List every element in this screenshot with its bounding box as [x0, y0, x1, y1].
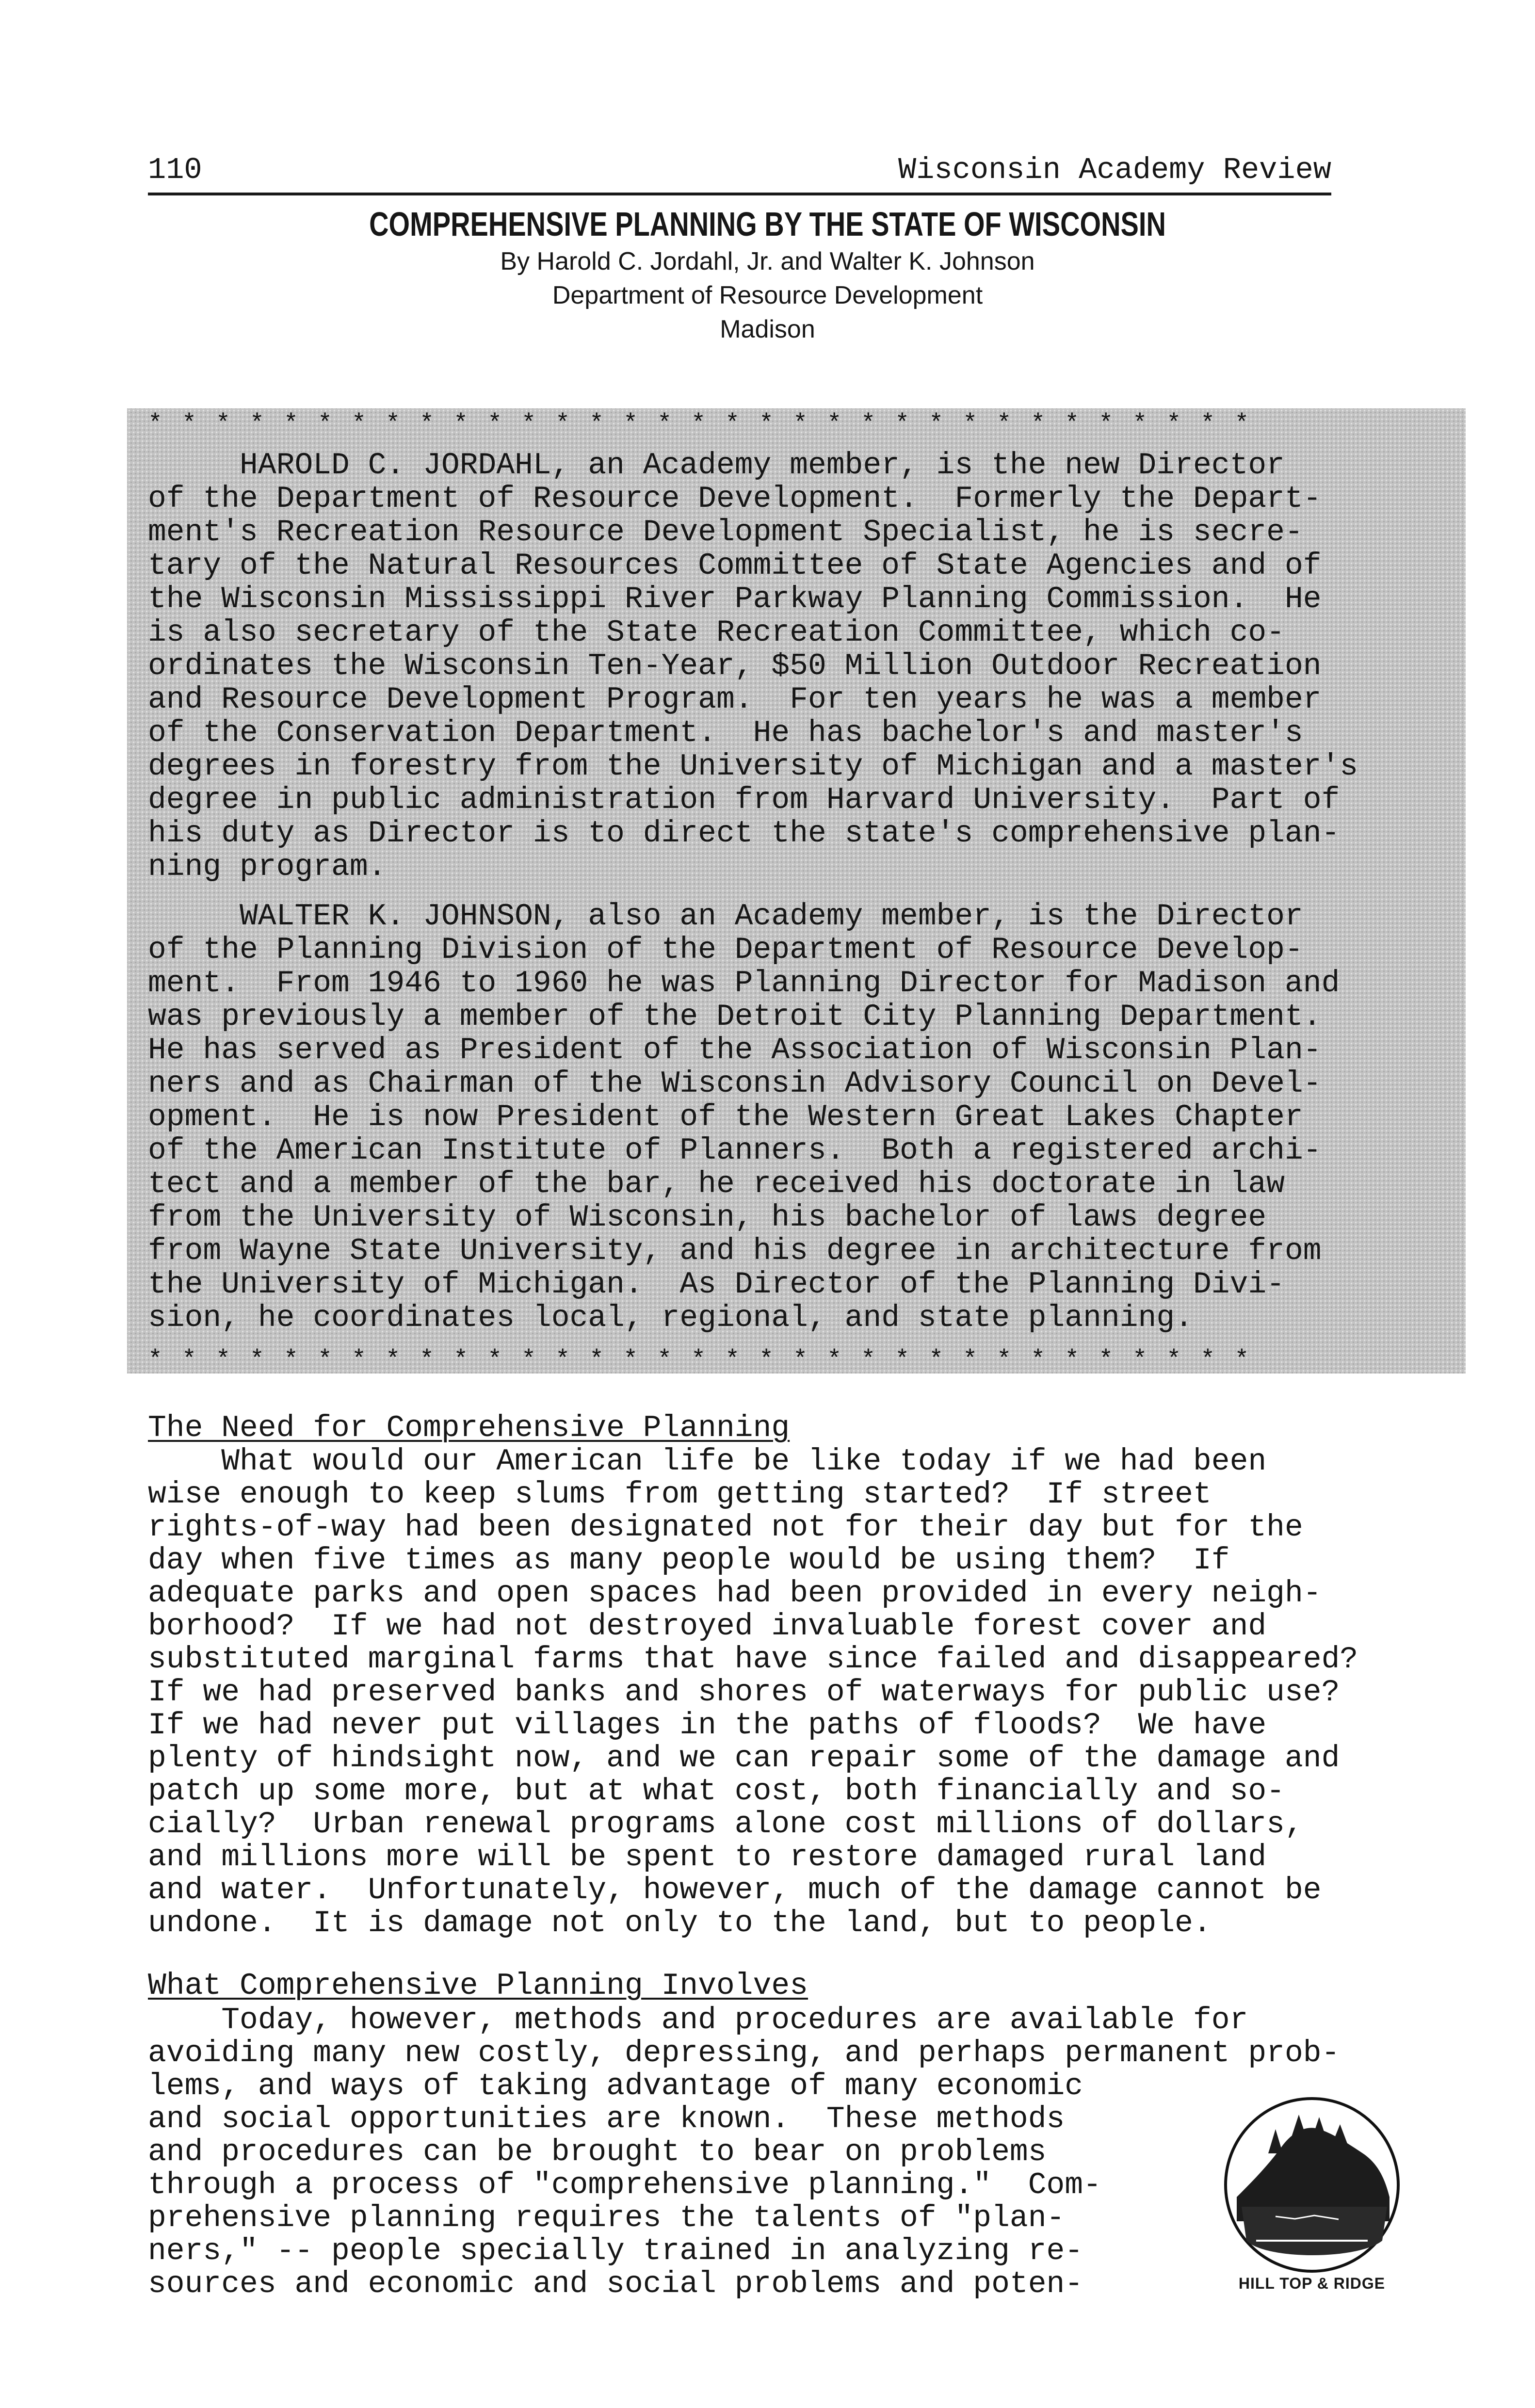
text-line: wise enough to keep slums from getting started? If street	[148, 1477, 1212, 1512]
bio-line: and Resource Development Program. For ten years he was a member	[148, 682, 1322, 717]
bio-line: opment. He is now President of the Western Great Lakes Chapter	[148, 1100, 1303, 1134]
text-line: plenty of hindsight now, and we can repair some of the damage and	[148, 1741, 1340, 1776]
bio-line: of the Conservation Department. He has bachelor's and master's	[148, 716, 1303, 750]
text-line: substituted marginal farms that have since failed and disappeared?	[148, 1642, 1358, 1677]
bio-line: ment. From 1946 to 1960 he was Planning Director for Madison and	[148, 966, 1340, 1001]
text-line: lems, and ways of taking advantage of many economic	[148, 2069, 1083, 2103]
bio-line: was previously a member of the Detroit City Planning Department.	[148, 1000, 1322, 1034]
hilltop-ridge-emblem-icon	[1222, 2095, 1402, 2275]
text-line: cially? Urban renewal programs alone cost millions of dollars,	[148, 1807, 1303, 1842]
text-line: If we had never put villages in the paths of floods? We have	[148, 1708, 1267, 1743]
bio-line: degree in public administration from Harvard University. Part of	[148, 783, 1340, 817]
bio-line: from the University of Wisconsin, his bachelor of laws degree	[148, 1200, 1267, 1235]
article-title-block	[0, 204, 1535, 346]
section-heading-involves: What Comprehensive Planning Involves	[148, 1969, 808, 2003]
bio-line: sion, he coordinates local, regional, and state planning.	[148, 1301, 1193, 1335]
text-line: sources and economic and social problems and poten-	[148, 2267, 1083, 2301]
bio-line: tect and a member of the bar, he received his doctorate in law	[148, 1167, 1285, 1201]
bio-line: the Wisconsin Mississippi River Parkway Planning Commission. He	[148, 582, 1322, 616]
section-body-need	[148, 1445, 1470, 1940]
text-line: prehensive planning requires the talents of "plan-	[148, 2201, 1065, 2235]
bio-line: from Wayne State University, and his degree in architecture from	[148, 1234, 1322, 1268]
text-line: and procedures can be brought to bear on problems	[148, 2135, 1047, 2169]
city: Madison	[720, 315, 815, 343]
text-line: undone. It is damage not only to the land, but to people.	[148, 1906, 1212, 1940]
logo-caption: HILL TOP & RIDGE	[1238, 2275, 1386, 2292]
text-line: rights-of-way had been designated not for their day but for the	[148, 1510, 1303, 1545]
article-title: COMPREHENSIVE PLANNING BY THE STATE OF WISCONSIN	[369, 205, 1166, 243]
text-line: adequate parks and open spaces had been provided in every neigh-	[148, 1576, 1322, 1611]
bio-line: of the Planning Division of the Department of Resource Develop-	[148, 933, 1303, 967]
bio-line: He has served as President of the Association of Wisconsin Plan-	[148, 1033, 1322, 1067]
text-line: through a process of "comprehensive planning." Com-	[148, 2168, 1101, 2202]
bio-jordahl	[148, 449, 1470, 884]
star-divider-bottom: * * * * * * * * * * * * * * * * * * * * * * * * * * * * * * * * *	[148, 1348, 1252, 1373]
bio-line: of the Department of Resource Development. Formerly the Depart-	[148, 482, 1322, 516]
byline: By Harold C. Jordahl, Jr. and Walter K. Johnson	[500, 247, 1035, 275]
bio-johnson	[148, 900, 1470, 1335]
text-line: and social opportunities are known. These methods	[148, 2102, 1065, 2136]
text-line: What would our American life be like today if we had been	[148, 1444, 1267, 1479]
text-line: and millions more will be spent to restore damaged rural land	[148, 1840, 1267, 1875]
text-line: day when five times as many people would be using them? If	[148, 1543, 1230, 1578]
section-heading-need: The Need for Comprehensive Planning	[148, 1411, 790, 1445]
bio-line: tary of the Natural Resources Committee of State Agencies and of	[148, 549, 1322, 583]
star-divider-top: * * * * * * * * * * * * * * * * * * * * * * * * * * * * * * * * *	[148, 412, 1252, 436]
journal-title: Wisconsin Academy Review	[898, 153, 1331, 187]
bio-line: his duty as Director is to direct the state's comprehensive plan-	[148, 816, 1340, 851]
bio-line: HAROLD C. JORDAHL, an Academy member, is the new Director	[148, 448, 1285, 483]
page-number: 110	[148, 153, 202, 187]
text-line: and water. Unfortunately, however, much of the damage cannot be	[148, 1873, 1322, 1907]
affiliation: Department of Resource Development	[552, 281, 983, 309]
bio-line: ners and as Chairman of the Wisconsin Advisory Council on Devel-	[148, 1067, 1322, 1101]
text-line: avoiding many new costly, depressing, and perhaps permanent prob-	[148, 2036, 1340, 2070]
bio-line: of the American Institute of Planners. Both a registered archi-	[148, 1133, 1322, 1168]
text-line: patch up some more, but at what cost, both financially and so-	[148, 1774, 1285, 1809]
bio-line: ning program.	[148, 850, 387, 884]
bio-line: the University of Michigan. As Director of the Planning Divi-	[148, 1267, 1285, 1302]
text-line: Today, however, methods and procedures are available for	[148, 2003, 1248, 2037]
bio-line: WALTER K. JOHNSON, also an Academy member, is the Director	[148, 899, 1303, 934]
bio-line: ment's Recreation Resource Development Specialist, he is secre-	[148, 515, 1303, 549]
bio-line: degrees in forestry from the University of Michigan and a master's	[148, 749, 1358, 784]
text-line: borhood? If we had not destroyed invaluable forest cover and	[148, 1609, 1267, 1644]
bio-line: ordinates the Wisconsin Ten-Year, $50 Million Outdoor Recreation	[148, 649, 1322, 683]
bio-line: is also secretary of the State Recreation Committee, which co-	[148, 615, 1285, 650]
text-line: If we had preserved banks and shores of waterways for public use?	[148, 1675, 1340, 1710]
text-line: ners," -- people specially trained in analyzing re-	[148, 2234, 1083, 2268]
page-header	[148, 148, 1331, 195]
